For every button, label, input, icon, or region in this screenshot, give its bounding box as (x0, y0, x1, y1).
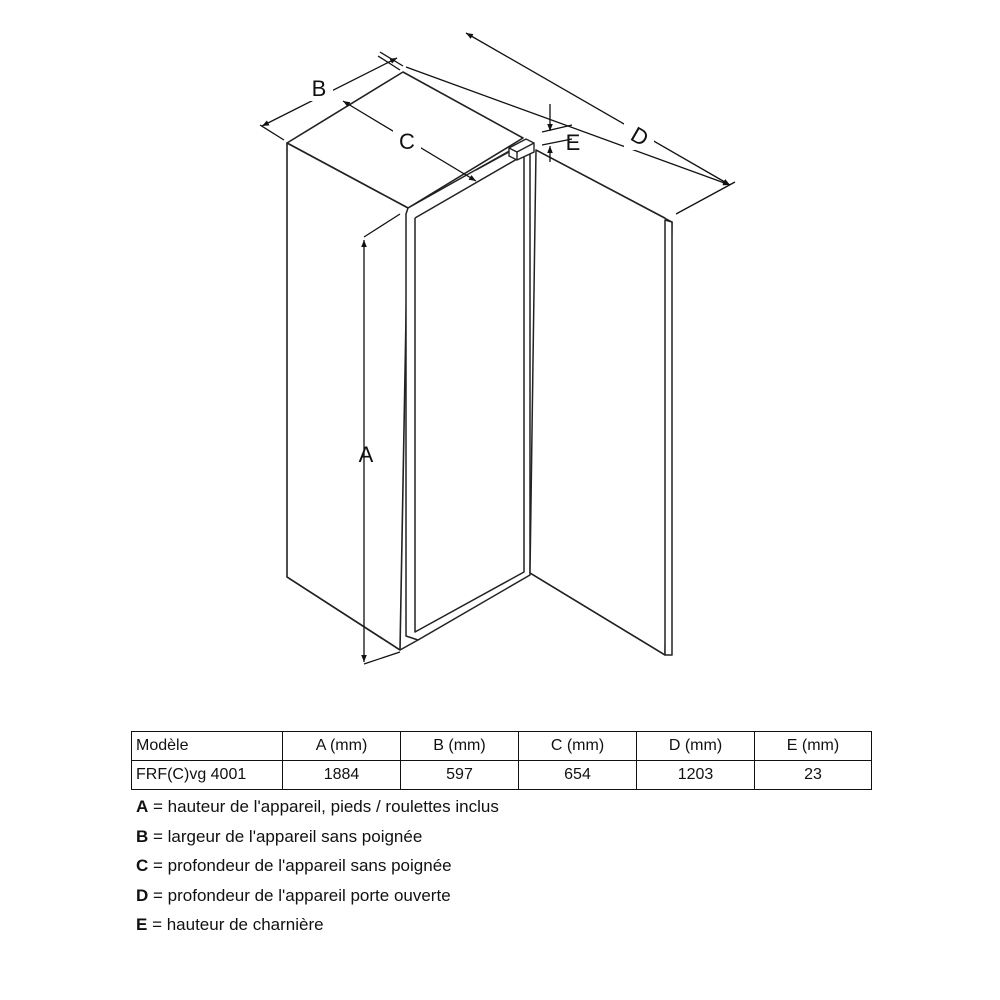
column-header-e: E (mm) (755, 732, 872, 761)
legend-key: C (136, 856, 149, 875)
column-header-c: C (mm) (519, 732, 637, 761)
open-door-face (530, 150, 672, 655)
dimension-legend (136, 792, 499, 940)
legend-text: = profondeur de l'appareil porte ouverte (148, 885, 451, 905)
cell-a: 1884 (283, 761, 401, 790)
legend-key: A (136, 797, 149, 816)
column-header-d: D (mm) (637, 732, 755, 761)
cell-e: 23 (755, 761, 872, 790)
dimension-b-label: B (311, 76, 327, 101)
dimension-d-label: D (626, 121, 653, 152)
open-door (530, 150, 672, 655)
legend-key: E (136, 915, 148, 934)
table-header-row (132, 732, 872, 761)
cell-d: 1203 (637, 761, 755, 790)
legend-text: = hauteur de l'appareil, pieds / roulettes inclus (148, 797, 499, 816)
column-header-model: Modèle (132, 732, 283, 761)
legend-key: D (136, 885, 149, 905)
dimension-e-label: E (565, 130, 581, 155)
legend-item (136, 881, 499, 911)
column-header-a: A (mm) (283, 732, 401, 761)
column-header-b: B (mm) (401, 732, 519, 761)
dimension-a-label: A (358, 442, 374, 467)
legend-key: B (136, 826, 149, 846)
legend-item (136, 822, 499, 852)
cell-c: 654 (519, 761, 637, 790)
cell-b: 597 (401, 761, 519, 790)
cabinet-side-face (287, 143, 408, 650)
dimensions-table (131, 731, 872, 790)
table-row (132, 761, 872, 790)
legend-item (136, 910, 499, 940)
open-door-edge (665, 220, 672, 655)
legend-text: = hauteur de charnière (147, 915, 324, 934)
cell-model: FRF(C)vg 4001 (132, 761, 283, 790)
legend-item (136, 851, 499, 881)
legend-text: = largeur de l'appareil sans poignée (148, 826, 423, 846)
dimension-c-label: C (399, 129, 415, 154)
door-frame (400, 145, 530, 650)
legend-text: = profondeur de l'appareil sans poignée (148, 856, 452, 875)
door-front-panel (406, 145, 530, 640)
legend-item (136, 792, 499, 822)
